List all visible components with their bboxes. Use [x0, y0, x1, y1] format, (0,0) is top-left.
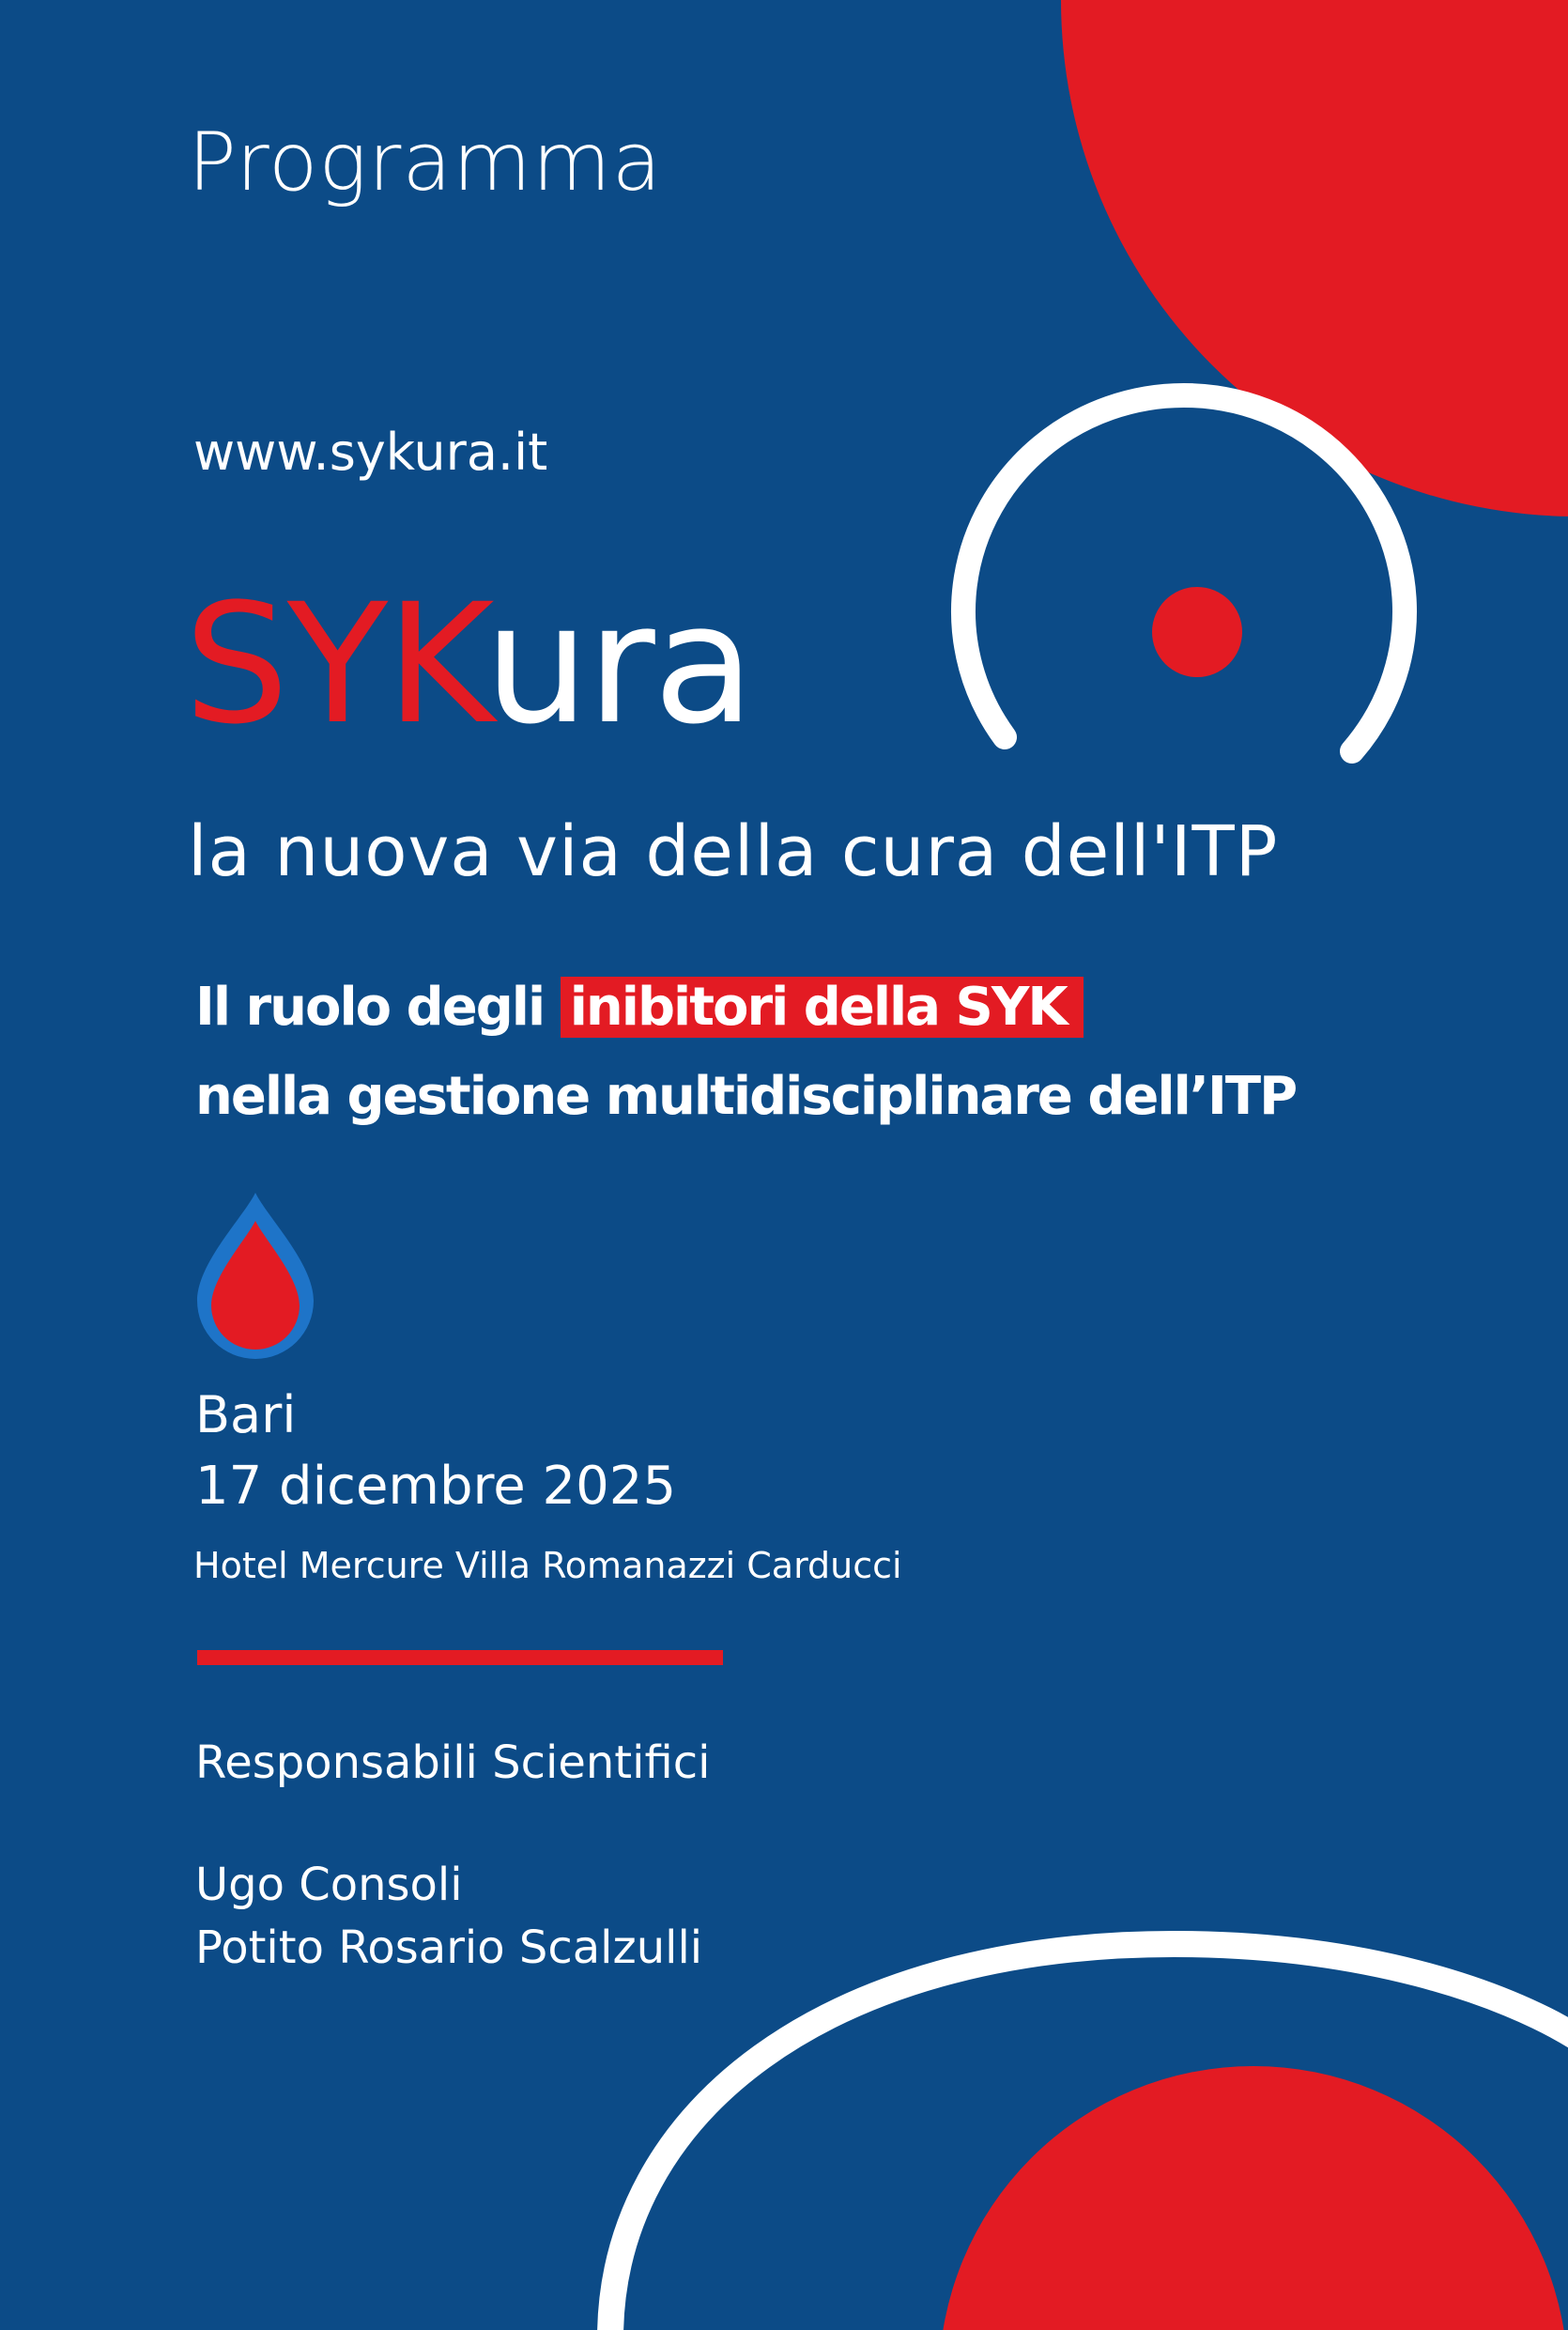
subtitle-highlight: inibitori della SYK [561, 977, 1084, 1038]
subtitle-prefix: Il ruolo degli [195, 977, 545, 1038]
scientific-lead-name: Potito Rosario Scalzulli [195, 1921, 703, 1974]
brand-title [184, 568, 753, 761]
event-city: Bari [195, 1385, 297, 1444]
divider-line [197, 1650, 723, 1665]
bottom-red-circle [939, 2066, 1568, 2330]
website-link[interactable]: www.sykura.it [193, 423, 548, 482]
subtitle [195, 963, 1296, 1141]
scientific-leads-label: Responsabili Scientifici [195, 1736, 711, 1789]
tagline: la nuova via della cura dell'ITP [188, 811, 1279, 892]
brand-name-red: SYK [184, 568, 484, 761]
brand-name-white: ura [484, 568, 753, 761]
subtitle-line-1 [195, 963, 1296, 1052]
blood-drop-icon [197, 1193, 314, 1359]
event-venue: Hotel Mercure Villa Romanazzi Carducci [193, 1545, 902, 1586]
event-date: 17 dicembre 2025 [195, 1456, 677, 1517]
scientific-lead-name: Ugo Consoli [195, 1859, 463, 1911]
header-label: Programma [188, 116, 663, 209]
logo-arc-icon [963, 395, 1405, 751]
subtitle-line-2: nella gestione multidisciplinare dell’ITP [195, 1066, 1297, 1127]
